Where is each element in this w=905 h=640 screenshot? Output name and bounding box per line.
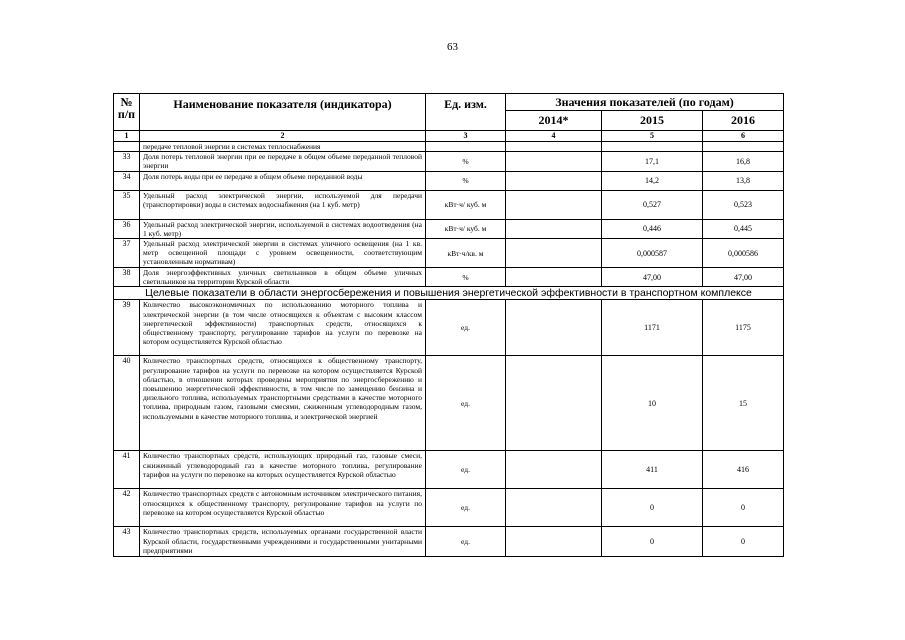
row-name: Доля потерь тепловой энергии при ее передаче в общем объеме переданной тепловой энергии: [140, 152, 426, 171]
column-number: 1: [114, 131, 140, 142]
row-unit: кВт·ч/ куб. м: [426, 190, 506, 219]
row-name: Доля энергоэффективных уличных светильников в общем объеме уличных светильников на территории Курской области: [140, 268, 426, 287]
row-unit: ед.: [426, 356, 506, 451]
row-num: 33: [114, 152, 140, 171]
row-value-2015: 10: [602, 356, 703, 451]
table-row: [114, 171, 784, 190]
header-year: 2014*: [506, 111, 602, 131]
row-name: Количество высокоэкономичных по использованию моторного топлива и электрической энергии (в том числе относящихся к объектам с высоким классом энергетической эффективности) транспортных средств, относящихся к общественному транспорту, регулирование тарифов на услуги по перевозке на котором осуществляется Курской областью: [140, 300, 426, 356]
table-row: [114, 152, 784, 171]
row-value-2014: [506, 152, 602, 171]
row-name: Количество транспортных средств, использующих природный газ, газовые смеси, сжиженный углеводородный газ в качестве моторного топлива, регулирование тарифов на услуги по перевозке на которых осуществляется Курской областью: [140, 451, 426, 489]
row-value-2014: [506, 451, 602, 489]
table-row: [114, 356, 784, 451]
row-name: Удельный расход электрической энергии в системах уличного освещения (на 1 кв. метр освещенной площади с уровнем освещенности, соответствующим установленным нормативам): [140, 239, 426, 268]
page-number: 63: [447, 41, 458, 53]
row-value-2014: [506, 300, 602, 356]
table-row: [114, 219, 784, 238]
header-values-title: Значения показателей (по годам): [506, 94, 784, 111]
row-num: 37: [114, 239, 140, 268]
table-row: [114, 142, 784, 152]
column-number: 5: [602, 131, 703, 142]
row-value-2016: 0,523: [703, 190, 784, 219]
table-row: [114, 239, 784, 268]
row-num: 43: [114, 527, 140, 557]
row-value-2014: [506, 489, 602, 527]
row-num: 39: [114, 300, 140, 356]
row-value-2016: 15: [703, 356, 784, 451]
column-number: 3: [426, 131, 506, 142]
row-value-2014: [506, 190, 602, 219]
row-name: передаче тепловой энергии в системах теплоснабжения: [140, 142, 426, 152]
row-value-2016: 47,00: [703, 268, 784, 287]
header-year: 2016: [703, 111, 784, 131]
row-value-2016: 416: [703, 451, 784, 489]
row-value-2014: [506, 268, 602, 287]
table-row: [114, 451, 784, 489]
column-number: 2: [140, 131, 426, 142]
row-name: Доля потерь воды при ее передаче в общем объеме переданной воды: [140, 171, 426, 190]
row-num: 40: [114, 356, 140, 451]
row-unit: ед.: [426, 451, 506, 489]
row-unit: ед.: [426, 527, 506, 557]
row-unit: %: [426, 268, 506, 287]
header-unit: Ед. изм.: [426, 94, 506, 131]
header-num: № п/п: [114, 94, 140, 131]
row-unit: ед.: [426, 300, 506, 356]
row-value-2014: [506, 239, 602, 268]
row-unit: кВт·ч/кв. м: [426, 239, 506, 268]
row-value-2015: 0,446: [602, 219, 703, 238]
column-number: 4: [506, 131, 602, 142]
row-name: Удельный расход электрической энергии, используемой в системах водоотведения (на 1 куб. метр): [140, 219, 426, 238]
row-value-2015: 17,1: [602, 152, 703, 171]
table-row: [114, 300, 784, 356]
row-value-2014: [506, 171, 602, 190]
row-name: Количество транспортных средств, относящихся к общественному транспорту, регулирование тарифов на услуги по перевозке на котором осуществляется Курской областью, в отношении которых проведены мероприятия по энергосбережению и повышению энергетической эффективности, в том числе по замещению бензина и дизельного топлива, используемых транспортными средствами в качестве моторного топлива, природным газом, газовыми смесями, сжиженным углеводородным газом, используемыми в качестве моторного топлива, и электрической энергией: [140, 356, 426, 451]
section-row: [114, 287, 784, 300]
row-value-2015: 1171: [602, 300, 703, 356]
row-value-2016: 0,445: [703, 219, 784, 238]
row-value-2015: 0: [602, 489, 703, 527]
row-value-2016: 0: [703, 527, 784, 557]
header-name: Наименование показателя (индикатора): [140, 94, 426, 131]
row-value-2015: 14,2: [602, 171, 703, 190]
row-value-2016: 0,000586: [703, 239, 784, 268]
row-value-2015: 0,000587: [602, 239, 703, 268]
row-value-2016: 0: [703, 489, 784, 527]
row-value-2014: [506, 219, 602, 238]
row-value-2015: 0,527: [602, 190, 703, 219]
row-num: 34: [114, 171, 140, 190]
row-num: 42: [114, 489, 140, 527]
column-numbers-row: [114, 131, 784, 142]
row-value-2014: [506, 527, 602, 557]
row-unit: %: [426, 152, 506, 171]
header-year: 2015: [602, 111, 703, 131]
table-row: [114, 527, 784, 557]
row-unit: кВт·ч/ куб. м: [426, 219, 506, 238]
row-name: Количество транспортных средств, используемых органами государственной власти Курской области, государственными учреждениями и государственными унитарными предприятиями: [140, 527, 426, 557]
indicators-table: [113, 93, 784, 557]
row-value-2016: 13,8: [703, 171, 784, 190]
row-num: 41: [114, 451, 140, 489]
row-value-2015: 0: [602, 527, 703, 557]
row-num: 36: [114, 219, 140, 238]
row-unit: %: [426, 171, 506, 190]
table-row: [114, 190, 784, 219]
row-value-2015: 47,00: [602, 268, 703, 287]
column-number: 6: [703, 131, 784, 142]
row-value-2016: 1175: [703, 300, 784, 356]
row-name: Количество транспортных средств с автономным источником электрического питания, относящихся к общественному транспорту, регулирование тарифов на услуги по перевозке на котором осуществляется Курской областью: [140, 489, 426, 527]
section-title: Целевые показатели в области энергосбережения и повышения энергетической эффективности в транспортном комплексе: [114, 287, 784, 300]
row-value-2016: 16,8: [703, 152, 784, 171]
row-value-2015: 411: [602, 451, 703, 489]
table-row: [114, 268, 784, 287]
table-row: [114, 489, 784, 527]
row-value-2014: [506, 356, 602, 451]
row-num: 38: [114, 268, 140, 287]
row-name: Удельный расход электрической энергии, используемой для передачи (транспортировки) воды в системах водоснабжения (на 1 куб. метр): [140, 190, 426, 219]
row-num: [114, 142, 140, 152]
row-num: 35: [114, 190, 140, 219]
row-unit: ед.: [426, 489, 506, 527]
